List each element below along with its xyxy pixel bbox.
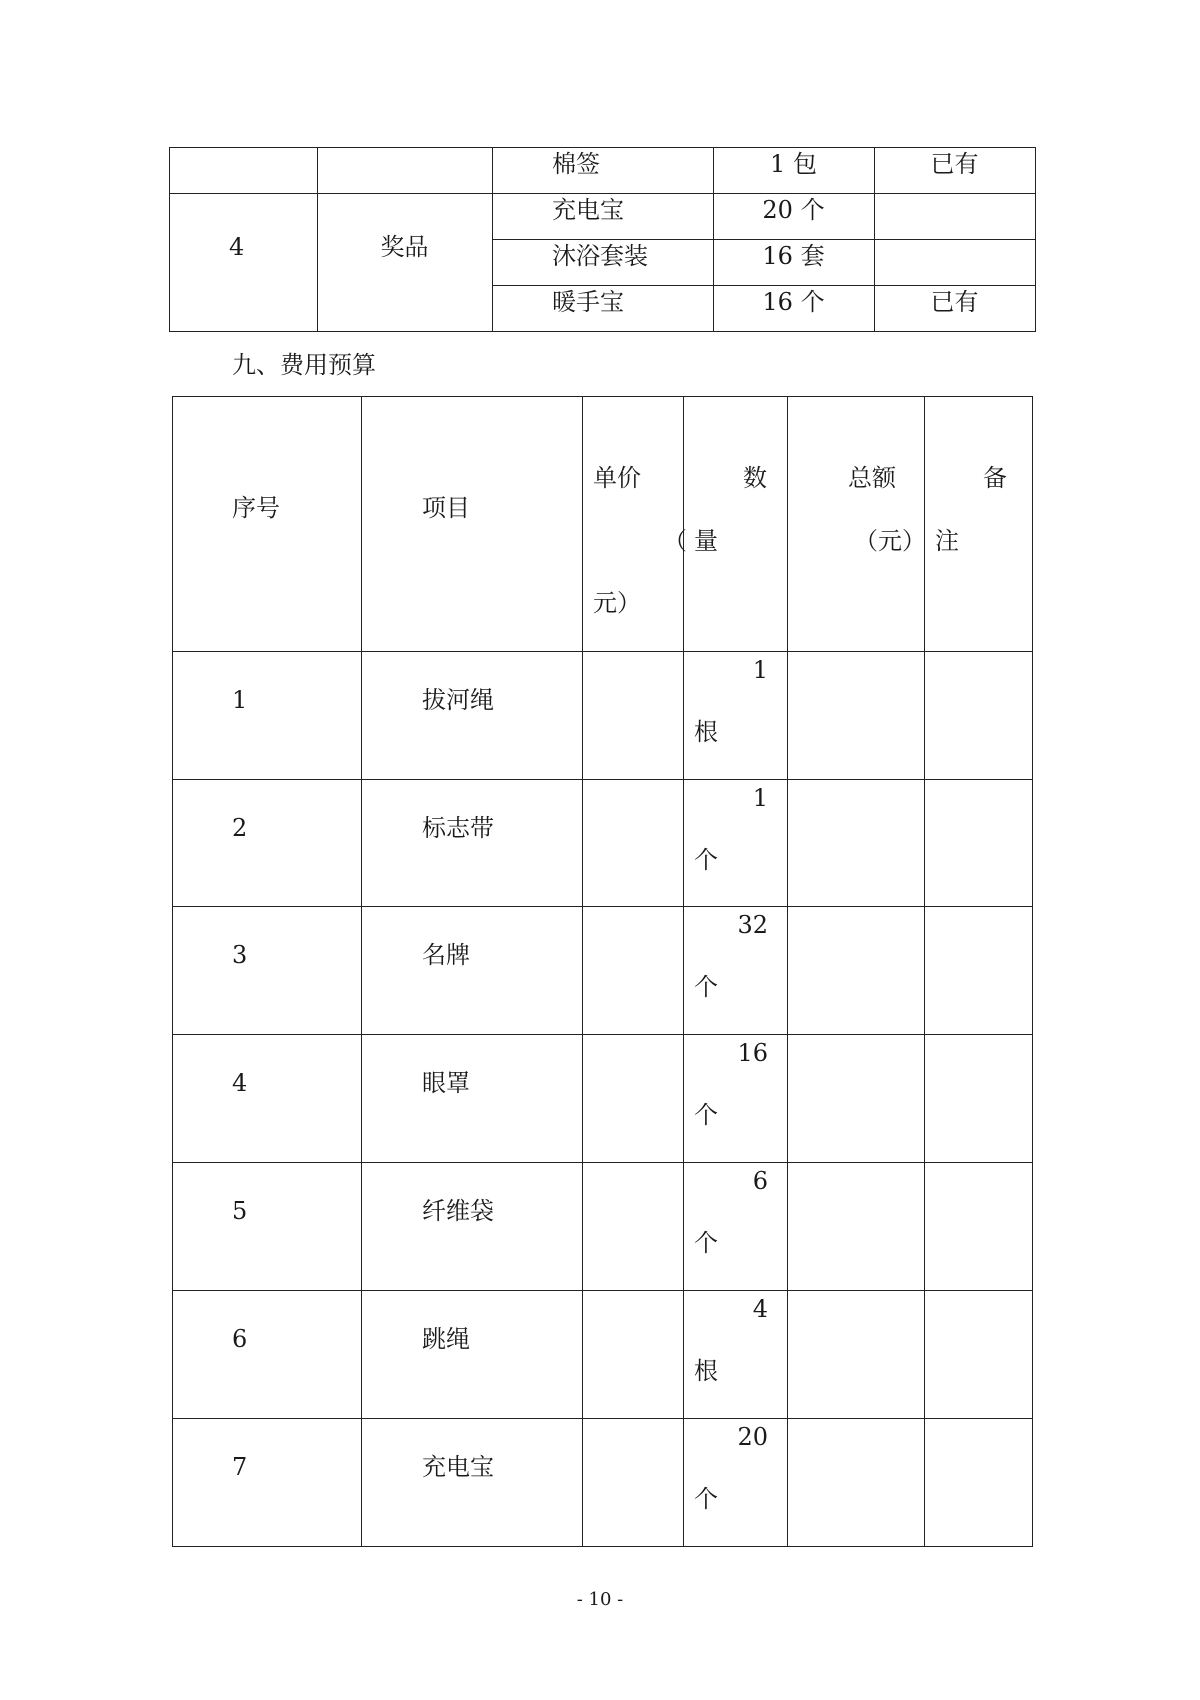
budget-row-6-qty-unit: 根 <box>694 1357 718 1385</box>
materials-row-3-quantity: 16 套 <box>762 242 825 270</box>
header-qty-line2: 量 <box>694 527 718 555</box>
header-note-line1: 备 <box>983 464 1007 492</box>
budget-row-7-qty-num: 20 <box>737 1423 768 1451</box>
budget-row-7-item: 充电宝 <box>422 1453 494 1481</box>
materials-row-4-note: 已有 <box>930 288 979 316</box>
header-unit-price-line2: （ <box>663 527 687 555</box>
budget-row-4-item: 眼罩 <box>422 1069 470 1097</box>
budget-row-3-item: 名牌 <box>422 941 470 969</box>
budget-row-5-index: 5 <box>232 1197 248 1225</box>
materials-row-2-item: 充电宝 <box>552 196 624 224</box>
budget-row-7-qty-unit: 个 <box>694 1485 718 1513</box>
budget-row-2-index: 2 <box>232 814 248 842</box>
budget-row-1-qty-num: 1 <box>752 656 768 684</box>
budget-row-2-qty-num: 1 <box>752 784 768 812</box>
budget-row-3-qty-num: 32 <box>737 911 768 939</box>
budget-row-7-index: 7 <box>232 1453 248 1481</box>
budget-row-6-index: 6 <box>232 1325 248 1353</box>
header-note-line2: 注 <box>935 527 959 555</box>
budget-row-3-qty-unit: 个 <box>694 973 718 1001</box>
materials-row-1-item: 棉签 <box>552 150 600 178</box>
materials-row-4-quantity: 16 个 <box>762 288 825 316</box>
materials-row-4-item: 暖手宝 <box>552 288 624 316</box>
budget-row-4-index: 4 <box>232 1069 248 1097</box>
header-qty-line1: 数 <box>743 464 767 492</box>
budget-row-4-qty-unit: 个 <box>694 1101 718 1129</box>
budget-row-6-qty-num: 4 <box>752 1295 768 1323</box>
section-heading: 九、费用预算 <box>232 351 376 379</box>
header-unit-price-line3: 元） <box>593 589 641 617</box>
budget-row-6-item: 跳绳 <box>422 1325 470 1353</box>
materials-row-3-item: 沐浴套装 <box>552 242 648 270</box>
budget-row-1-index: 1 <box>232 686 248 714</box>
materials-row-1-quantity: 1 包 <box>770 150 817 178</box>
budget-row-2-qty-unit: 个 <box>694 846 718 874</box>
budget-row-4-qty-num: 16 <box>737 1039 768 1067</box>
materials-row-index: 4 <box>229 233 245 261</box>
header-index: 序号 <box>232 494 280 522</box>
budget-row-1-item: 拔河绳 <box>422 686 494 714</box>
header-item: 项目 <box>422 494 470 522</box>
materials-row-category: 奖品 <box>380 233 429 261</box>
budget-row-5-qty-unit: 个 <box>694 1229 718 1257</box>
materials-row-1-note: 已有 <box>930 150 979 178</box>
page-number: - 10 - <box>576 1589 624 1610</box>
header-total-line2: （元） <box>854 527 926 555</box>
budget-row-3-index: 3 <box>232 941 248 969</box>
budget-row-2-item: 标志带 <box>422 814 494 842</box>
budget-row-5-item: 纤维袋 <box>422 1197 494 1225</box>
budget-row-1-qty-unit: 根 <box>694 718 718 746</box>
header-total-line1: 总额 <box>848 464 896 492</box>
header-unit-price-line1: 单价 <box>593 464 641 492</box>
budget-row-5-qty-num: 6 <box>752 1167 768 1195</box>
materials-row-2-quantity: 20 个 <box>762 196 825 224</box>
